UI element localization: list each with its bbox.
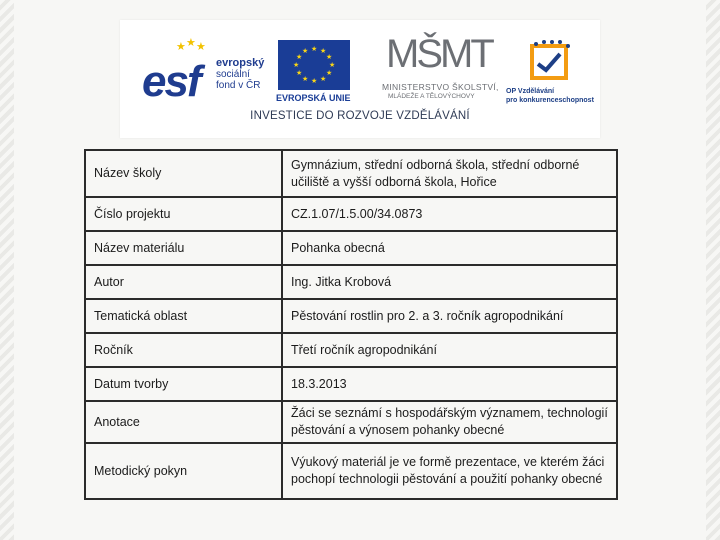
esf-star-icon: ★ [186,37,196,49]
row-label: Autor [85,265,282,299]
esf-star-icon: ★ [196,41,206,53]
table-row [85,231,617,265]
row-value: 18.3.2013 [282,367,617,401]
table-row [85,265,617,299]
material-info-table [84,149,618,500]
row-value: Pěstování rostlin pro 2. a 3. ročník agropodnikání [282,299,617,333]
row-label: Datum tvorby [85,367,282,401]
row-value: Pohanka obecná [282,231,617,265]
esf-caption [216,58,264,91]
row-label: Tematická oblast [85,299,282,333]
row-value: Žáci se seznámí s hospodářským významem, technologií pěstování a výnosem pohanky obecné [282,401,617,443]
op-vk-logo [506,38,600,118]
table-row [85,401,617,443]
table-row [85,197,617,231]
esf-star-icon: ★ [176,41,186,53]
esf-caption-line: sociální [216,69,250,80]
esf-caption-line: fond v ČR [216,80,261,91]
row-label: Anotace [85,401,282,443]
row-label: Název školy [85,150,282,197]
table-row [85,367,617,401]
eu-logo [276,40,352,110]
msmt-caption-line: MLÁDEŽE A TĚLOVÝCHOVY [388,93,475,100]
row-label: Název materiálu [85,231,282,265]
table-row [85,150,617,197]
esf-logo [142,37,265,106]
msmt-logo [382,32,499,114]
eu-label: EVROPSKÁ UNIE [276,93,351,103]
op-vk-mark-icon [526,38,572,82]
row-value: Gymnázium, střední odborná škola, střední odborné učiliště a vyšší odborná škola, Hořice [282,150,617,197]
op-caption-line: OP Vzdělávání [506,88,555,95]
op-caption-line: pro konkurenceschopnost [506,97,594,104]
eu-flag-icon: ★ ★ ★ ★ ★ ★ ★ ★ ★ ★ ★ ★ [278,40,350,90]
row-label: Metodický pokyn [85,443,282,499]
row-value: CZ.1.07/1.5.00/34.0873 [282,197,617,231]
esf-caption-line: evropský [216,57,265,69]
msmt-mark: MŠMT [386,32,492,76]
funding-logo-banner [120,20,600,138]
table-row [85,333,617,367]
esf-letters: esf [142,57,200,106]
row-value: Výukový materiál je ve formě prezentace, ve kterém žáci pochopí technologii pěstování a použití pohanky obecné [282,443,617,499]
right-decorative-stripe [706,0,720,540]
table-row [85,443,617,499]
row-value: Třetí ročník agropodnikání [282,333,617,367]
row-label: Ročník [85,333,282,367]
table-row [85,299,617,333]
row-value: Ing. Jitka Krobová [282,265,617,299]
row-label: Číslo projektu [85,197,282,231]
left-decorative-stripe [0,0,14,540]
banner-tagline: INVESTICE DO ROZVOJE VZDĚLÁVÁNÍ [250,110,470,122]
msmt-caption-line: MINISTERSTVO ŠKOLSTVÍ, [382,82,499,92]
